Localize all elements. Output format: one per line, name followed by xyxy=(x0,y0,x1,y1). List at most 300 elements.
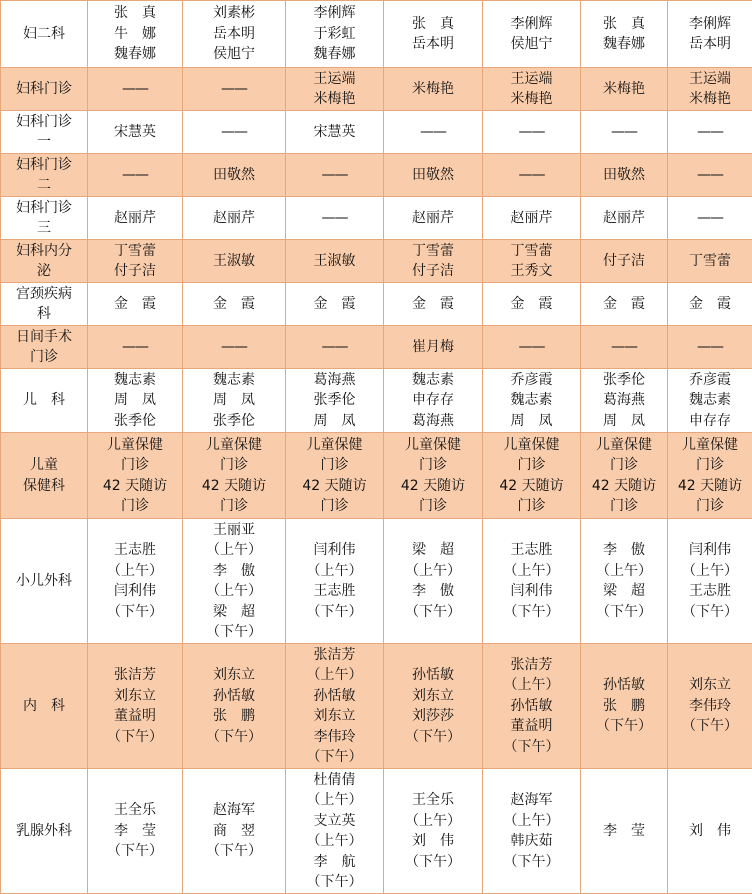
doctor-name: （上午） xyxy=(670,561,750,582)
doctor-name: （上午） xyxy=(185,581,283,602)
empty-dash: —— xyxy=(90,79,180,100)
department-cell xyxy=(1,1,88,68)
doctor-name: 刘莎莎 xyxy=(386,706,480,727)
doctor-name: 金 霞 xyxy=(185,294,283,315)
doctor-name: 儿童保健 xyxy=(90,435,180,456)
doctor-name: （上午） xyxy=(485,561,578,582)
doctor-name: 牛 娜 xyxy=(90,24,180,45)
doctor-name: 张洁芳 xyxy=(90,665,180,686)
doctor-name: 周 凤 xyxy=(583,411,665,432)
schedule-cell xyxy=(286,68,384,111)
doctor-name: 葛海燕 xyxy=(386,411,480,432)
doctor-name: 魏春娜 xyxy=(288,44,381,65)
schedule-cell xyxy=(581,197,668,240)
doctor-name: 赵丽芹 xyxy=(386,208,480,229)
doctor-name: 42 天随访 xyxy=(670,476,750,497)
doctor-name: 魏志素 xyxy=(485,390,578,411)
doctor-name: 门诊 xyxy=(670,496,750,517)
doctor-name: 李伟玲 xyxy=(288,727,381,748)
doctor-name: 门诊 xyxy=(485,496,578,517)
doctor-name: （上午） xyxy=(386,561,480,582)
schedule-cell xyxy=(183,433,286,519)
schedule-cell xyxy=(483,283,581,326)
doctor-name: （下午） xyxy=(485,852,578,873)
doctor-name: 董益明 xyxy=(90,706,180,727)
doctor-name: 赵丽芹 xyxy=(583,208,665,229)
empty-dash: —— xyxy=(670,208,750,229)
doctor-name: 刘东立 xyxy=(288,706,381,727)
doctor-name: 孙恬敏 xyxy=(583,675,665,696)
schedule-cell xyxy=(581,154,668,197)
schedule-cell xyxy=(483,644,581,769)
doctor-name: 张 鹏 xyxy=(185,706,283,727)
schedule-cell xyxy=(384,769,483,894)
doctor-name: 赵丽芹 xyxy=(485,208,578,229)
doctor-name: 儿童保健 xyxy=(485,435,578,456)
department-name: 儿 科 xyxy=(5,390,83,411)
department-name: 乳腺外科 xyxy=(5,821,83,842)
schedule-cell xyxy=(183,240,286,283)
schedule-cell xyxy=(483,154,581,197)
doctor-name: （下午） xyxy=(386,852,480,873)
doctor-name: 付子洁 xyxy=(583,251,665,272)
empty-dash: —— xyxy=(90,337,180,358)
doctor-name: 儿童保健 xyxy=(583,435,665,456)
schedule-cell xyxy=(183,1,286,68)
doctor-name: 葛海燕 xyxy=(288,370,381,391)
doctor-name: 岳本明 xyxy=(670,34,750,55)
table-row xyxy=(1,326,752,369)
department-name: 妇二科 xyxy=(5,24,83,45)
empty-dash: —— xyxy=(670,337,750,358)
doctor-name: （下午） xyxy=(288,872,381,893)
schedule-cell xyxy=(483,519,581,644)
doctor-name: （下午） xyxy=(386,602,480,623)
department-name: 儿童 xyxy=(5,455,83,476)
department-cell xyxy=(1,519,88,644)
doctor-name: 董益明 xyxy=(485,716,578,737)
schedule-cell xyxy=(384,154,483,197)
doctor-name: 闫利伟 xyxy=(670,540,750,561)
department-cell xyxy=(1,769,88,894)
schedule-cell xyxy=(483,769,581,894)
schedule-cell xyxy=(581,769,668,894)
doctor-name: 王志胜 xyxy=(485,540,578,561)
department-cell xyxy=(1,369,88,433)
doctor-name: 金 霞 xyxy=(583,294,665,315)
department-name: 妇科门诊 xyxy=(5,198,83,219)
doctor-name: （下午） xyxy=(185,727,283,748)
doctor-name: 杜倩倩 xyxy=(288,770,381,791)
schedule-cell xyxy=(88,68,183,111)
doctor-name: 宋慧英 xyxy=(90,122,180,143)
doctor-name: 李俐辉 xyxy=(670,14,750,35)
table-row xyxy=(1,111,752,154)
doctor-name: 门诊 xyxy=(670,455,750,476)
doctor-name: 付子洁 xyxy=(90,261,180,282)
schedule-cell xyxy=(384,519,483,644)
schedule-cell xyxy=(668,369,752,433)
doctor-name: 商 翌 xyxy=(185,821,283,842)
doctor-name: 张季伦 xyxy=(90,411,180,432)
doctor-name: 王志胜 xyxy=(670,581,750,602)
doctor-name: （下午） xyxy=(485,602,578,623)
table-row xyxy=(1,519,752,644)
doctor-name: 门诊 xyxy=(386,455,480,476)
schedule-cell xyxy=(88,154,183,197)
doctor-name: 张洁芳 xyxy=(485,655,578,676)
doctor-name: 刘 伟 xyxy=(386,831,480,852)
doctor-name: 42 天随访 xyxy=(185,476,283,497)
department-name: 妇科门诊 xyxy=(5,79,83,100)
schedule-cell xyxy=(88,644,183,769)
schedule-cell xyxy=(483,68,581,111)
schedule-cell xyxy=(183,283,286,326)
schedule-cell xyxy=(384,240,483,283)
department-name: 一 xyxy=(5,132,83,153)
schedule-cell xyxy=(668,1,752,68)
doctor-name: 米梅艳 xyxy=(583,79,665,100)
doctor-name: 张 真 xyxy=(386,14,480,35)
empty-dash: —— xyxy=(288,208,381,229)
doctor-name: 门诊 xyxy=(288,496,381,517)
doctor-name: 门诊 xyxy=(90,496,180,517)
doctor-name: 门诊 xyxy=(583,455,665,476)
doctor-name: 米梅艳 xyxy=(485,89,578,110)
doctor-name: 儿童保健 xyxy=(386,435,480,456)
empty-dash: —— xyxy=(185,337,283,358)
schedule-cell xyxy=(581,326,668,369)
doctor-name: 王全乐 xyxy=(90,800,180,821)
department-name: 妇科内分 xyxy=(5,241,83,262)
schedule-cell xyxy=(483,369,581,433)
doctor-name: （上午） xyxy=(288,561,381,582)
doctor-name: 梁 超 xyxy=(386,540,480,561)
table-row xyxy=(1,197,752,240)
department-name: 泌 xyxy=(5,261,83,282)
schedule-cell xyxy=(384,433,483,519)
schedule-cell xyxy=(88,519,183,644)
doctor-name: 李 傲 xyxy=(386,581,480,602)
doctor-name: 李伟玲 xyxy=(670,696,750,717)
table-row xyxy=(1,68,752,111)
doctor-name: 魏春娜 xyxy=(90,44,180,65)
schedule-cell xyxy=(286,1,384,68)
doctor-name: 丁雪蕾 xyxy=(485,241,578,262)
schedule-cell xyxy=(581,111,668,154)
table-row xyxy=(1,283,752,326)
schedule-cell xyxy=(483,111,581,154)
doctor-name: 门诊 xyxy=(90,455,180,476)
doctor-name: 门诊 xyxy=(485,455,578,476)
schedule-cell xyxy=(384,68,483,111)
empty-dash: —— xyxy=(90,165,180,186)
schedule-cell xyxy=(668,154,752,197)
doctor-name: 闫利伟 xyxy=(90,581,180,602)
doctor-name: 金 霞 xyxy=(288,294,381,315)
empty-dash: —— xyxy=(185,79,283,100)
doctor-name: 王运端 xyxy=(288,69,381,90)
schedule-cell xyxy=(483,433,581,519)
schedule-cell xyxy=(668,644,752,769)
empty-dash: —— xyxy=(288,337,381,358)
doctor-name: 金 霞 xyxy=(670,294,750,315)
doctor-name: 魏志素 xyxy=(90,370,180,391)
empty-dash: —— xyxy=(670,122,750,143)
doctor-name: 刘 伟 xyxy=(670,821,750,842)
doctor-name: 孙恬敏 xyxy=(485,696,578,717)
doctor-name: 魏志素 xyxy=(185,370,283,391)
schedule-cell xyxy=(286,433,384,519)
schedule-cell xyxy=(668,326,752,369)
schedule-cell xyxy=(88,369,183,433)
doctor-name: （上午） xyxy=(288,831,381,852)
doctor-name: 丁雪蕾 xyxy=(386,241,480,262)
doctor-name: 赵海军 xyxy=(185,800,283,821)
schedule-cell xyxy=(581,240,668,283)
schedule-cell xyxy=(88,1,183,68)
department-name: 门诊 xyxy=(5,347,83,368)
doctor-name: 丁雪蕾 xyxy=(670,251,750,272)
schedule-cell xyxy=(668,283,752,326)
doctor-name: 门诊 xyxy=(288,455,381,476)
department-name: 小儿外科 xyxy=(5,571,83,592)
doctor-name: 42 天随访 xyxy=(386,476,480,497)
doctor-name: （下午） xyxy=(583,602,665,623)
doctor-name: 申存存 xyxy=(670,411,750,432)
schedule-cell xyxy=(286,326,384,369)
schedule-cell xyxy=(581,1,668,68)
doctor-name: 金 霞 xyxy=(90,294,180,315)
schedule-cell xyxy=(581,369,668,433)
doctor-name: 张洁芳 xyxy=(288,645,381,666)
doctor-name: 门诊 xyxy=(185,496,283,517)
table-row xyxy=(1,433,752,519)
doctor-name: （上午） xyxy=(90,561,180,582)
doctor-name: （下午） xyxy=(90,727,180,748)
schedule-cell xyxy=(668,769,752,894)
table-row xyxy=(1,369,752,433)
empty-dash: —— xyxy=(288,165,381,186)
schedule-cell xyxy=(384,326,483,369)
empty-dash: —— xyxy=(583,337,665,358)
empty-dash: —— xyxy=(670,165,750,186)
schedule-cell xyxy=(668,240,752,283)
schedule-cell xyxy=(286,240,384,283)
schedule-cell xyxy=(183,769,286,894)
doctor-name: 田敬然 xyxy=(386,165,480,186)
doctor-name: 梁 超 xyxy=(185,602,283,623)
doctor-name: 42 天随访 xyxy=(583,476,665,497)
schedule-body xyxy=(1,1,752,894)
doctor-name: 李 航 xyxy=(288,852,381,873)
schedule-cell xyxy=(668,68,752,111)
schedule-cell xyxy=(668,519,752,644)
doctor-name: 岳本明 xyxy=(185,24,283,45)
doctor-name: 赵海军 xyxy=(485,790,578,811)
doctor-name: 乔彦霞 xyxy=(485,370,578,391)
department-cell xyxy=(1,644,88,769)
doctor-name: 米梅艳 xyxy=(386,79,480,100)
department-cell xyxy=(1,197,88,240)
schedule-cell xyxy=(668,197,752,240)
schedule-cell xyxy=(581,283,668,326)
schedule-cell xyxy=(483,1,581,68)
doctor-name: 李俐辉 xyxy=(485,14,578,35)
doctor-name: 李 傲 xyxy=(185,561,283,582)
doctor-name: 儿童保健 xyxy=(185,435,283,456)
empty-dash: —— xyxy=(185,122,283,143)
doctor-name: 米梅艳 xyxy=(670,89,750,110)
doctor-name: 闫利伟 xyxy=(288,540,381,561)
department-cell xyxy=(1,433,88,519)
doctor-name: 王运端 xyxy=(670,69,750,90)
schedule-cell xyxy=(88,326,183,369)
table-row xyxy=(1,769,752,894)
doctor-name: 魏志素 xyxy=(386,370,480,391)
doctor-name: 李 傲 xyxy=(583,540,665,561)
doctor-name: 王丽亚 xyxy=(185,520,283,541)
doctor-name: 金 霞 xyxy=(386,294,480,315)
doctor-name: 李俐辉 xyxy=(288,3,381,24)
doctor-name: 42 天随访 xyxy=(288,476,381,497)
doctor-name: （上午） xyxy=(485,675,578,696)
schedule-cell xyxy=(384,283,483,326)
schedule-cell xyxy=(668,111,752,154)
department-name: 三 xyxy=(5,218,83,239)
doctor-name: 王秀文 xyxy=(485,261,578,282)
doctor-name: 张 鹏 xyxy=(583,696,665,717)
doctor-name: 王全乐 xyxy=(386,790,480,811)
table-row xyxy=(1,240,752,283)
schedule-cell xyxy=(183,369,286,433)
empty-dash: —— xyxy=(485,337,578,358)
schedule-cell xyxy=(286,769,384,894)
department-name: 宫颈疾病 xyxy=(5,284,83,305)
doctor-name: 周 凤 xyxy=(90,390,180,411)
table-row xyxy=(1,1,752,68)
doctor-name: 刘东立 xyxy=(670,675,750,696)
doctor-name: 侯旭宁 xyxy=(485,34,578,55)
doctor-name: 宋慧英 xyxy=(288,122,381,143)
doctor-name: （下午） xyxy=(288,747,381,768)
schedule-cell xyxy=(88,283,183,326)
department-name: 保健科 xyxy=(5,476,83,497)
doctor-name: 刘东立 xyxy=(185,665,283,686)
schedule-cell xyxy=(286,369,384,433)
empty-dash: —— xyxy=(485,165,578,186)
doctor-name: 刘素彬 xyxy=(185,3,283,24)
schedule-cell xyxy=(286,197,384,240)
doctor-name: 儿童保健 xyxy=(670,435,750,456)
doctor-name: （下午） xyxy=(90,841,180,862)
doctor-name: 赵丽芹 xyxy=(90,208,180,229)
doctor-name: 米梅艳 xyxy=(288,89,381,110)
doctor-name: （上午） xyxy=(583,561,665,582)
doctor-name: 儿童保健 xyxy=(288,435,381,456)
doctor-name: 魏志素 xyxy=(670,390,750,411)
schedule-cell xyxy=(88,240,183,283)
doctor-name: （下午） xyxy=(583,716,665,737)
doctor-name: 赵丽芹 xyxy=(185,208,283,229)
doctor-name: 张 真 xyxy=(583,14,665,35)
doctor-name: 刘东立 xyxy=(90,686,180,707)
doctor-name: 支立英 xyxy=(288,811,381,832)
table-row xyxy=(1,644,752,769)
schedule-cell xyxy=(286,154,384,197)
doctor-name: 崔月梅 xyxy=(386,337,480,358)
doctor-name: （下午） xyxy=(288,602,381,623)
department-cell xyxy=(1,111,88,154)
doctor-name: 乔彦霞 xyxy=(670,370,750,391)
doctor-name: 周 凤 xyxy=(485,411,578,432)
doctor-name: 梁 超 xyxy=(583,581,665,602)
doctor-name: 于彩虹 xyxy=(288,24,381,45)
doctor-name: 王淑敏 xyxy=(288,251,381,272)
doctor-name: 田敬然 xyxy=(583,165,665,186)
doctor-name: 王志胜 xyxy=(90,540,180,561)
doctor-name: （下午） xyxy=(185,841,283,862)
department-cell xyxy=(1,68,88,111)
doctor-name: 门诊 xyxy=(386,496,480,517)
doctor-name: 王运端 xyxy=(485,69,578,90)
schedule-cell xyxy=(88,111,183,154)
schedule-cell xyxy=(483,197,581,240)
schedule-cell xyxy=(88,197,183,240)
table-row xyxy=(1,154,752,197)
schedule-cell xyxy=(668,433,752,519)
schedule-cell xyxy=(581,433,668,519)
empty-dash: —— xyxy=(583,122,665,143)
department-name: 妇科门诊 xyxy=(5,112,83,133)
schedule-cell xyxy=(88,769,183,894)
schedule-cell xyxy=(483,326,581,369)
schedule-cell xyxy=(384,197,483,240)
doctor-name: 张季伦 xyxy=(583,370,665,391)
schedule-cell xyxy=(286,283,384,326)
schedule-cell xyxy=(286,111,384,154)
schedule-cell xyxy=(88,433,183,519)
schedule-cell xyxy=(183,154,286,197)
doctor-name: 侯旭宁 xyxy=(185,44,283,65)
department-name: 内 科 xyxy=(5,696,83,717)
doctor-name: （上午） xyxy=(185,540,283,561)
doctor-name: 门诊 xyxy=(583,496,665,517)
doctor-name: （下午） xyxy=(90,602,180,623)
doctor-name: （下午） xyxy=(185,622,283,643)
doctor-name: （下午） xyxy=(670,716,750,737)
department-cell xyxy=(1,154,88,197)
doctor-name: （下午） xyxy=(386,727,480,748)
schedule-cell xyxy=(183,111,286,154)
department-name: 妇科门诊 xyxy=(5,155,83,176)
schedule-cell xyxy=(384,1,483,68)
doctor-name: 丁雪蕾 xyxy=(90,241,180,262)
doctor-name: 王志胜 xyxy=(288,581,381,602)
department-cell xyxy=(1,326,88,369)
doctor-name: 魏春娜 xyxy=(583,34,665,55)
schedule-cell xyxy=(581,519,668,644)
empty-dash: —— xyxy=(485,122,578,143)
empty-dash: —— xyxy=(386,122,480,143)
schedule-cell xyxy=(183,644,286,769)
doctor-name: 张 真 xyxy=(90,3,180,24)
schedule-cell xyxy=(384,369,483,433)
department-cell xyxy=(1,240,88,283)
doctor-name: （下午） xyxy=(670,602,750,623)
schedule-cell xyxy=(483,240,581,283)
doctor-name: 周 凤 xyxy=(185,390,283,411)
